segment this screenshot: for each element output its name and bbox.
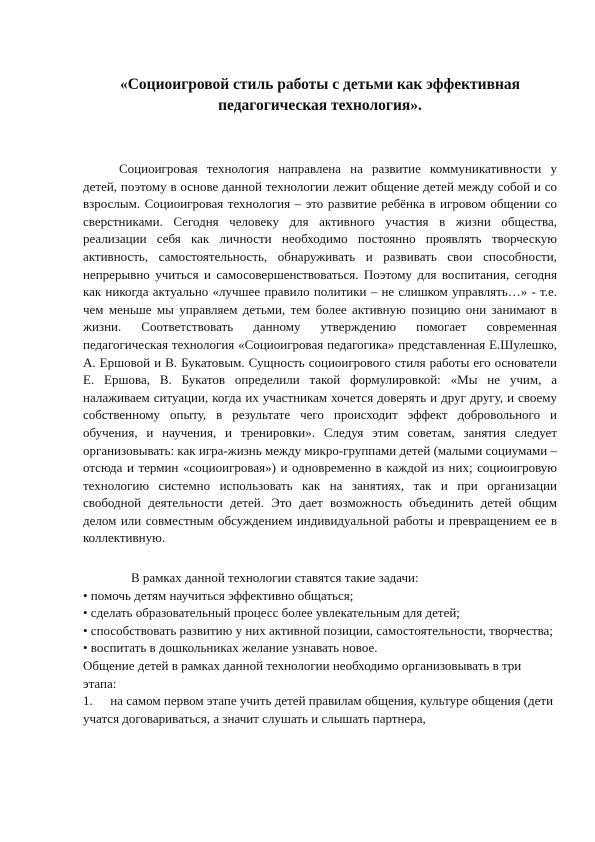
task-item: • способствовать развитию у них активной позиции, самостоятельности, творчества; [83, 622, 553, 638]
stage-item-1 [83, 692, 557, 727]
intro-paragraph: Социоигровая технология направлена на развитие коммуникативности у детей, поэтому в основе данной технологии лежит общение детей между собой и со взрослым. Социоигровая технология – это развитие ребёнка в игровом общении со сверстниками. Сегодня человеку для активного участия в жизни общества, реализации себя как личности необходимо постоянно проявлять творческую активность, самостоятельность, обнаруживать и развивать свои способности, непрерывно учиться и самосовершенствоваться. Поэтому для воспитания, сегодня как никогда актуально «лучшее правило политики – не слишком управлять…» - т.е. чем меньше мы управляем детьми, тем более активную позицию они занимают в жизни. Соответствовать данному утверждению помогает современная педагогическая технология «Социоигровая педагогика» представленная Е.Шулешко, А. Ершовой и В. Букатовым. Сущность социоигрового стиля работы его основатели Е. Ершова, В. Букатов определили такой формулировкой: «Мы не учим, а налаживаем ситуации, когда их участникам хочется доверять и друг другу, и своему собственному опыту, в результате чего происходит эффект добровольного и обучения, и научения, и тренировки». Следуя этим советам, занятия следует организовывать: как игра-жизнь между микро-группами детей (малыми социумами – отсюда и термин «социоигровая») и одновременно в каждой из них; социоигровую технологию системно использовать как на занятиях, так и при организации свободной деятельности детей. Это дает возможность объединить детей общим делом или совместным обсуждением индивидуальной работы и превращением ее в коллективную. [83, 161, 557, 546]
task-item: • воспитать в дошкольниках желание узнавать новое. [83, 640, 378, 656]
stage-text: на самом первом этапе учить детей правилам общения, культуре общения (дети учатся договариваться, а значит слушать и слышать партнера, [83, 693, 554, 726]
tasks-intro: В рамках данной технологии ставятся такие задачи: [131, 570, 419, 586]
document-title: «Социоигровой стиль работы с детьми как эффективная педагогическая технология». [119, 76, 521, 114]
task-item: • сделать образовательный процесс более увлекательным для детей; [83, 605, 460, 621]
tasks-list [83, 587, 557, 657]
task-item: • помочь детям научиться эффективно общаться; [83, 587, 354, 603]
paragraph-spacer [83, 547, 557, 569]
stage-number: 1. [83, 693, 93, 709]
stages-intro: Общение детей в рамках данной технологии необходимо организовывать в три этапа: [83, 658, 522, 691]
